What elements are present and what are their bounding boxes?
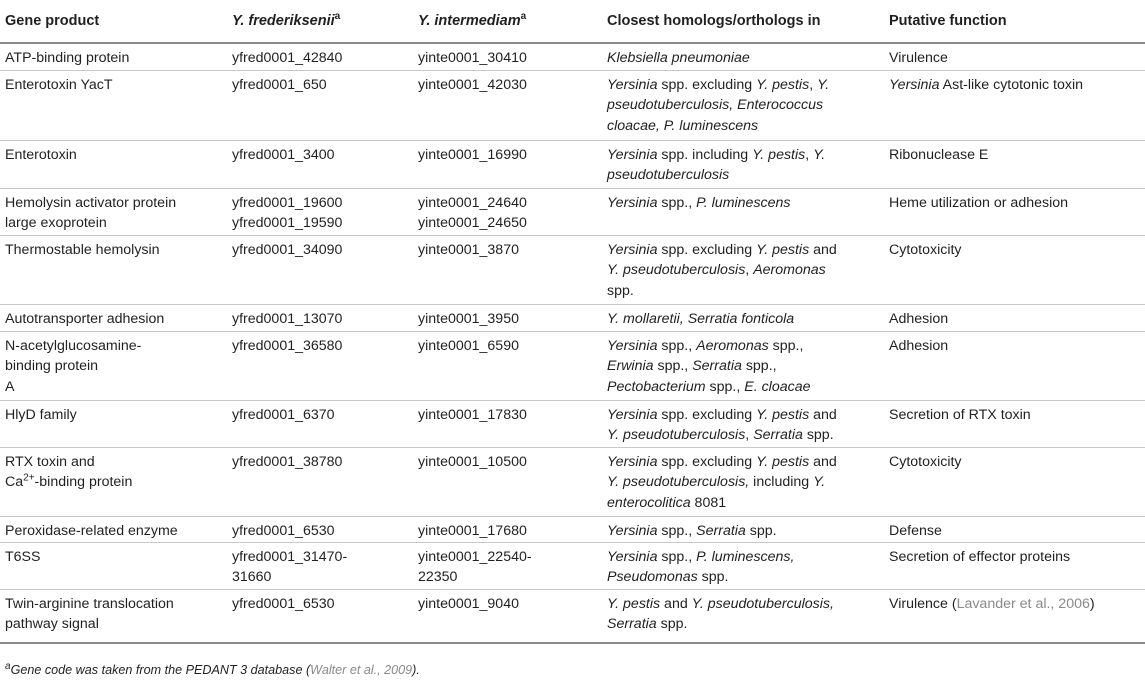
cell-product: HlyD family [0, 400, 227, 447]
cell-yfred: yfred0001_6370 [227, 400, 413, 447]
cell-function: Secretion of RTX toxin [884, 400, 1145, 447]
cell-product: T6SS [0, 542, 227, 589]
cell-homolog [602, 331, 884, 400]
yinte-line: yinte0001_24640 [418, 194, 527, 211]
header-superscript: a [334, 11, 341, 23]
table-row [0, 140, 1145, 188]
function-text: Virulence [889, 595, 948, 612]
cell-yfred: yfred0001_3400 [227, 140, 413, 188]
homolog-line: pseudotuberculosis [607, 167, 730, 183]
cell-homolog [602, 542, 884, 589]
table-row [0, 235, 1145, 304]
yfred-line: yfred0001_31470- [232, 548, 348, 565]
homolog-line: Yersinia spp. including Y. pestis, Y. [607, 146, 826, 163]
cell-yfred [227, 542, 413, 589]
product-line: $Ca^{2+}$-binding protein [5, 472, 133, 490]
cell-product: Enterotoxin YacT [0, 70, 227, 140]
footnote-end: ). [412, 663, 420, 677]
cell-yfred: yfred0001_6530 [227, 516, 413, 542]
table-row [0, 304, 1145, 331]
cell-yinte [413, 542, 602, 589]
header-y-intermediam [413, 0, 602, 43]
table-row [0, 70, 1145, 140]
homolog-line: Erwinia spp., Serratia spp., [607, 358, 777, 374]
cell-product [0, 43, 227, 70]
product-text: ATP-binding protein [5, 50, 130, 66]
cell-function: Cytotoxicity [884, 235, 1145, 304]
yfred-line: yfred0001_19600 [232, 194, 343, 211]
header-closest-homologs: Closest homologs/orthologs in [602, 0, 884, 43]
homolog-line: Yersinia spp. excluding Y. pestis, Y. [607, 76, 830, 93]
table-row [0, 400, 1145, 447]
header-y-intermediam-label: Y. intermediam [418, 13, 521, 29]
homolog-line: pseudotuberculosis, Enterococcus [607, 97, 824, 113]
homolog-line: Y. pseudotuberculosis, including Y. [607, 474, 826, 490]
cell-homolog [602, 589, 884, 643]
cell-function: Adhesion [884, 331, 1145, 400]
cell-homolog [602, 235, 884, 304]
product-line: Hemolysin activator protein [5, 194, 177, 211]
homolog-line: Pectobacterium spp., E. cloacae [607, 378, 811, 395]
cell-yfred: yfred0001_38780 [227, 447, 413, 516]
homolog-line: enterocolitica 8081 [607, 494, 727, 511]
header-gene-product: Gene product [0, 0, 227, 43]
homolog-line: Yersinia spp., Aeromonas spp., [607, 337, 804, 354]
homolog-line: Y. pseudotuberculosis, Serratia spp. [607, 427, 834, 443]
header-putative-function: Putative function [884, 0, 1145, 43]
cell-yinte: yinte0001_17830 [413, 400, 602, 447]
product-line: Twin-arginine translocation [5, 595, 174, 612]
cell-product [0, 447, 227, 516]
header-y-frederiksenii [227, 0, 413, 43]
cell-yinte: yinte0001_16990 [413, 140, 602, 188]
cell-function: Defense [884, 516, 1145, 542]
cell-product: Autotransporter adhesion [0, 304, 227, 331]
table-row [0, 331, 1145, 400]
cell-function: Yersinia Ast-like cytotonic toxin [884, 70, 1145, 140]
table-footnote [5, 660, 420, 677]
footnote-text: Gene code was taken from the PEDANT 3 database ( [10, 663, 311, 677]
cell-function: Ribonuclease E [884, 140, 1145, 188]
cell-yfred: yfred0001_6530 [227, 589, 413, 643]
cell-yinte [413, 188, 602, 235]
homolog-line: Pseudomonas spp. [607, 569, 729, 585]
homolog-line: Y. pestis and Y. pseudotuberculosis, [607, 595, 834, 612]
cell-function: Adhesion [884, 304, 1145, 331]
footnote-citation-link[interactable]: Walter et al., 2009 [310, 663, 413, 677]
yfred-line: yfred0001_19590 [232, 215, 343, 231]
yinte-line: yinte0001_22540- [418, 548, 532, 565]
cell-homolog: Yersinia spp., P. luminescens [602, 188, 884, 235]
cell-yinte: yinte0001_10500 [413, 447, 602, 516]
product-line: large exoprotein [5, 215, 107, 231]
yinte-line: yinte0001_24650 [418, 215, 527, 231]
yfred-line: 31660 [232, 569, 272, 585]
cell-function: Cytotoxicity [884, 447, 1145, 516]
cell-product: Peroxidase-related enzyme [0, 516, 227, 542]
table-row [0, 542, 1145, 589]
cell-product [0, 589, 227, 643]
cell-function: Virulence [884, 43, 1145, 70]
cell-yfred: yfred0001_650 [227, 70, 413, 140]
cell-homolog [602, 447, 884, 516]
homolog-line: Yersinia spp. excluding Y. pestis and [607, 406, 837, 423]
cell-function: Virulence (Lavander et al., 2006) [884, 589, 1145, 643]
cell-yinte: yinte0001_42030 [413, 70, 602, 140]
product-line: RTX toxin and [5, 453, 95, 470]
cell-yinte: yinte0001_6590 [413, 331, 602, 400]
cell-product [0, 331, 227, 400]
footnote-marker: a [5, 660, 11, 672]
homolog-line: spp. [607, 282, 634, 299]
cell-yinte: yinte0001_3950 [413, 304, 602, 331]
table-row [0, 516, 1145, 542]
cell-homolog [602, 140, 884, 188]
homolog-line: Yersinia spp. excluding Y. pestis and [607, 453, 837, 470]
homolog-line: cloacae, P. luminescens [607, 117, 759, 134]
cell-product: Thermostable hemolysin [0, 235, 227, 304]
cell-product [0, 188, 227, 235]
header-row [0, 0, 1145, 43]
cell-yfred: yfred0001_36580 [227, 331, 413, 400]
table-row [0, 589, 1145, 643]
product-line: N-acetylglucosamine- [5, 337, 142, 354]
cell-homolog: Yersinia spp., Serratia spp. [602, 516, 884, 542]
product-line: pathway signal [5, 616, 99, 632]
cell-yinte: yinte0001_3870 [413, 235, 602, 304]
cell-yfred: yfred0001_42840 [227, 43, 413, 70]
homolog-line: Serratia spp. [607, 616, 688, 632]
cell-yinte: yinte0001_17680 [413, 516, 602, 542]
product-line: binding protein [5, 358, 99, 374]
cell-yinte: yinte0001_30410 [413, 43, 602, 70]
cell-homolog: Y. mollaretii, Serratia fonticola [602, 304, 884, 331]
cell-homolog [602, 400, 884, 447]
table-row [0, 447, 1145, 516]
table-row [0, 43, 1145, 70]
cell-yinte: yinte0001_9040 [413, 589, 602, 643]
cell-yfred: yfred0001_13070 [227, 304, 413, 331]
cell-homolog [602, 70, 884, 140]
homolog-line: Y. pseudotuberculosis, Aeromonas [607, 262, 826, 278]
header-superscript: a [520, 11, 527, 23]
table-row [0, 188, 1145, 235]
product-line: A [5, 378, 15, 395]
homolog-line: Yersinia spp., P. luminescens, [607, 548, 795, 565]
header-y-frederiksenii-label: Y. frederiksenii [232, 13, 335, 29]
cell-product: Enterotoxin [0, 140, 227, 188]
cell-yfred [227, 188, 413, 235]
homolog-line: Yersinia spp. excluding Y. pestis and [607, 241, 837, 258]
citation-link[interactable]: Lavander et al., 2006 [956, 595, 1090, 612]
cell-function: Secretion of effector proteins [884, 542, 1145, 589]
yinte-line: 22350 [418, 569, 458, 585]
cell-homolog: Klebsiella pneumoniae [602, 43, 884, 70]
cell-function: Heme utilization or adhesion [884, 188, 1145, 235]
cell-yfred: yfred0001_34090 [227, 235, 413, 304]
